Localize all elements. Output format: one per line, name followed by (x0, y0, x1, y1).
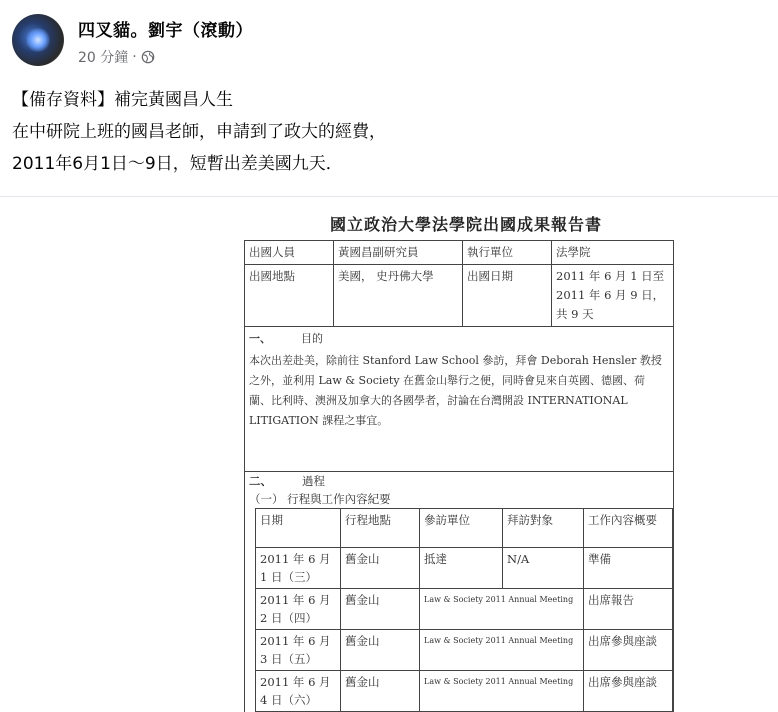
table-cell: 2011 年 6 月 4 日（六） (256, 671, 341, 712)
post-header (12, 14, 253, 67)
post-line-2: 在中研院上班的國昌老師，申請到了政大的經費， (12, 122, 386, 142)
table-cell: 法學院 (552, 241, 674, 265)
globe-icon[interactable] (141, 50, 155, 64)
table-cell: Law & Society 2011 Annual Meeting (420, 589, 584, 630)
post-line-1: 【備存資料】補完黃國昌人生 (12, 90, 233, 110)
table-cell: 出席參與座談 (584, 671, 673, 712)
table-cell: 舊金山 (341, 671, 420, 712)
purpose-body: 本次出差赴美，除前往 Stanford Law School 參訪，拜會 Deborah Hensler 教授之外，並利用 Law & Society 在舊金山舉行之便，同時會見來自英國、德國、荷蘭、比利時、澳洲及加拿大的各國學者，討論在台灣開設 INTERNATIONAL LITIGATION 課程之事宜。 (249, 354, 662, 427)
purpose-section (244, 327, 674, 472)
column-header: 日期 (256, 509, 341, 548)
table-row (256, 671, 673, 712)
author-block (78, 16, 253, 67)
table-row (245, 241, 674, 265)
column-header: 工作內容概要 (584, 509, 673, 548)
schedule-table (255, 508, 673, 712)
post-line-3: 2011年6月1日～9日，短暫出差美國九天． (12, 154, 343, 174)
table-row (256, 630, 673, 671)
avatar-image (26, 28, 50, 52)
document-page (244, 240, 674, 712)
table-cell: 黃國昌副研究員 (334, 241, 463, 265)
table-cell: 2011 年 6 月 3 日（五） (256, 630, 341, 671)
column-header: 拜訪對象 (503, 509, 584, 548)
table-row (245, 265, 674, 327)
table-cell: Law & Society 2011 Annual Meeting (420, 671, 584, 712)
document-title: 國立政治大學法學院出國成果報告書 (330, 215, 603, 234)
table-cell: 2011 年 6 月 2 日（四） (256, 589, 341, 630)
table-row (256, 589, 673, 630)
table-cell: 出國地點 (245, 265, 334, 327)
process-subheading: （一） 行程與工作內容紀要 (249, 492, 391, 506)
table-cell: 舊金山 (341, 548, 420, 589)
table-cell: 出國人員 (245, 241, 334, 265)
table-cell: 抵達 (420, 548, 503, 589)
column-header: 行程地點 (341, 509, 420, 548)
meta-separator: · (132, 49, 137, 65)
schedule-wrapper (244, 508, 674, 712)
info-table (244, 240, 674, 327)
table-cell: 2011 年 6 月 1 日至 2011 年 6 月 9 日，共 9 天 (552, 265, 674, 327)
table-cell: 2011 年 6 月 1 日（三） (256, 548, 341, 589)
table-cell: 出席參與座談 (584, 630, 673, 671)
table-row (256, 548, 673, 589)
table-cell: 出席報告 (584, 589, 673, 630)
table-cell: Law & Society 2011 Annual Meeting (420, 630, 584, 671)
table-header-row (256, 509, 673, 548)
process-heading (249, 472, 669, 490)
table-cell: 執行單位 (463, 241, 552, 265)
section-heading: 過程 (302, 474, 325, 488)
table-cell: 準備 (584, 548, 673, 589)
table-cell: 出國日期 (463, 265, 552, 327)
post-text (12, 84, 386, 180)
table-cell: N/A (503, 548, 584, 589)
section-number: 一、 (249, 332, 271, 345)
table-cell: 舊金山 (341, 630, 420, 671)
table-cell: 美國， 史丹佛大學 (334, 265, 463, 327)
section-heading: 目的 (301, 332, 323, 345)
column-header: 參訪單位 (420, 509, 503, 548)
post-meta (78, 47, 253, 67)
purpose-heading (249, 329, 667, 349)
section-number: 二、 (249, 474, 272, 488)
post-time[interactable]: 20 分鐘 (78, 50, 129, 66)
author-name[interactable]: 四叉貓。劉宇（滾動） (78, 21, 253, 41)
table-cell: 舊金山 (341, 589, 420, 630)
process-section (244, 472, 674, 508)
avatar[interactable] (12, 14, 64, 66)
